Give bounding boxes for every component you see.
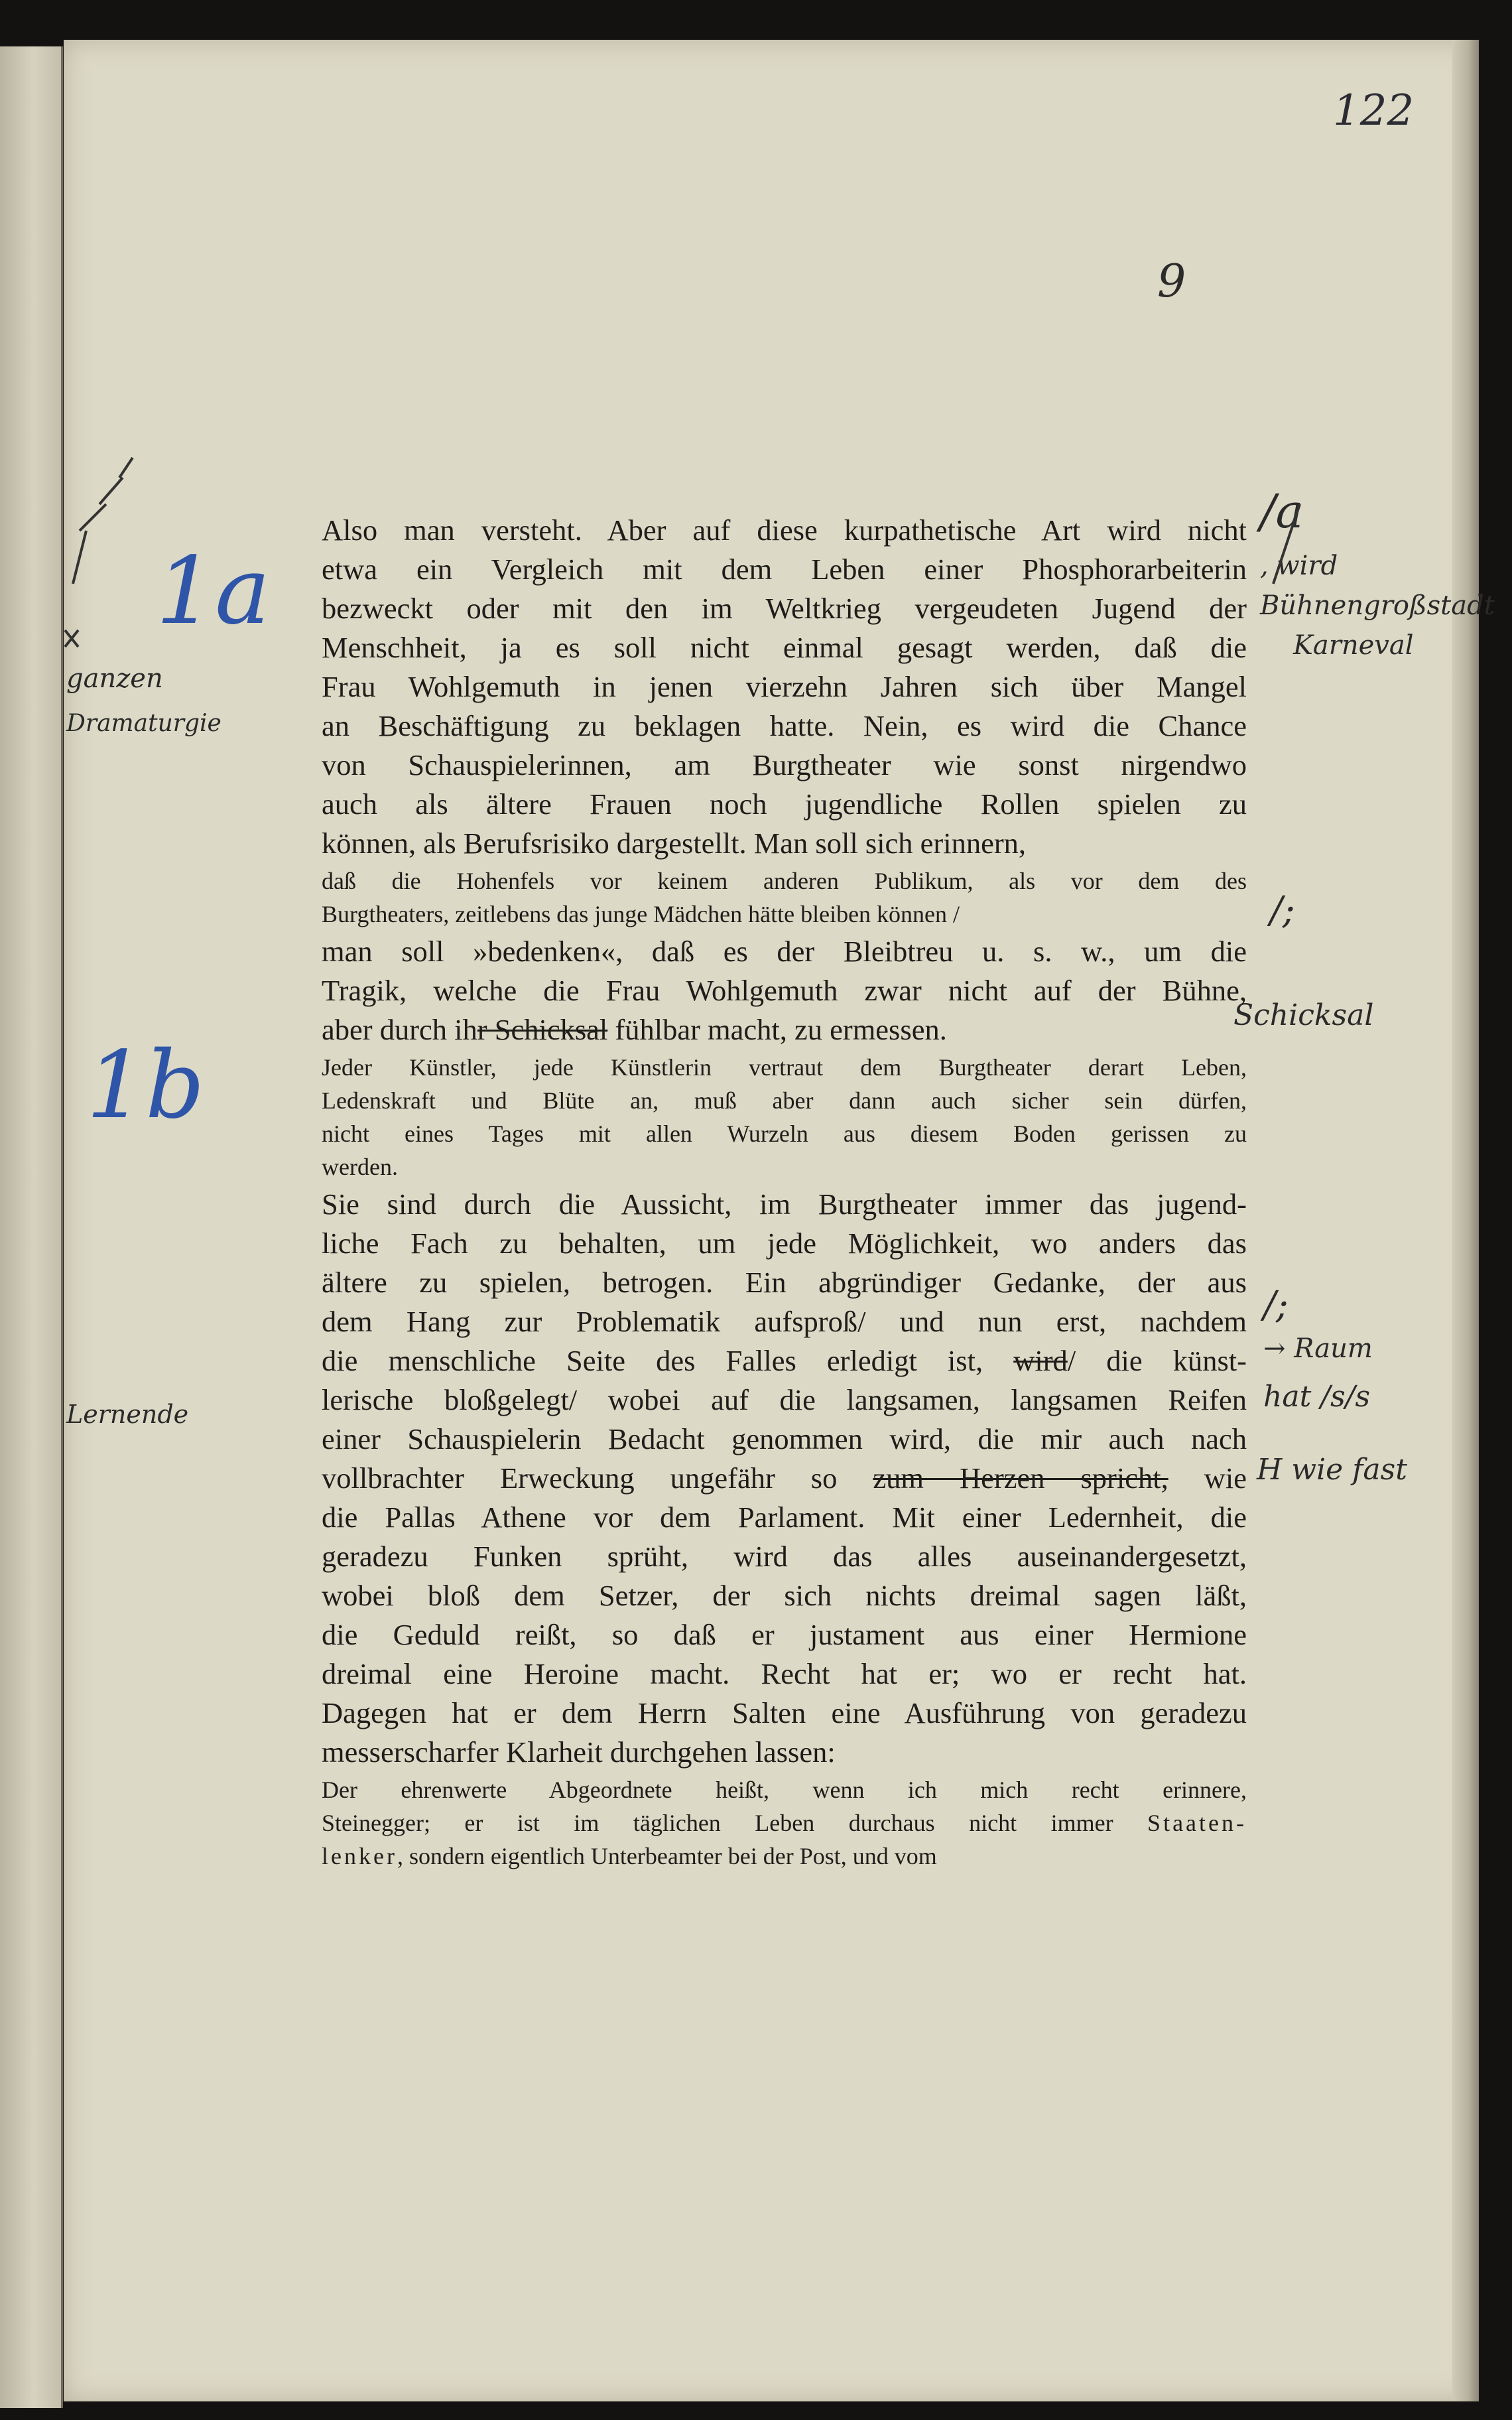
margin-note-left: Dramaturgie bbox=[66, 710, 221, 737]
text-line: Frau Wohlgemuth in jenen vierzehn Jahren sich über Mangel bbox=[322, 670, 1247, 703]
spaced-text: lenker bbox=[322, 1843, 397, 1869]
blue-pencil-mark-1a: 1a bbox=[156, 537, 271, 645]
text-line bbox=[322, 1010, 1247, 1049]
text-line: ältere zu spielen, betrogen. Ein abgründiger Gedanke, der aus bbox=[322, 1266, 1247, 1299]
text-line bbox=[322, 1341, 1247, 1380]
quotation-small-2 bbox=[322, 1052, 1247, 1182]
margin-note-right: /a bbox=[1260, 484, 1304, 539]
quotation-small-1 bbox=[322, 866, 1247, 929]
quote-line: werden. bbox=[322, 1154, 398, 1180]
folio-number: 122 bbox=[1333, 86, 1415, 135]
text-line: bezweckt oder mit den im Weltkrieg vergeudeten Jugend der bbox=[322, 592, 1247, 625]
text-line: auch als ältere Frauen noch jugendliche Rollen spielen zu bbox=[322, 787, 1247, 821]
struck-text: wird bbox=[1013, 1344, 1068, 1377]
manuscript-page-number: 9 bbox=[1157, 255, 1186, 308]
text-line: die Geduld reißt, so daß er justament aus einer Hermione bbox=[322, 1618, 1247, 1651]
text-line: können, als Berufsrisiko dargestellt. Man soll sich erinnern, bbox=[322, 827, 1027, 860]
quote-line: daß die Hohenfels vor keinem anderen Publikum, als vor dem des bbox=[322, 868, 1247, 894]
blue-pencil-mark-1b: 1b bbox=[86, 1032, 205, 1140]
margin-note-right: /; bbox=[1270, 889, 1295, 932]
quote-line: Der ehrenwerte Abgeordnete heißt, wenn ich mich recht erinnere, bbox=[322, 1777, 1247, 1803]
text-line bbox=[322, 1459, 1247, 1498]
text-line: Tragik, welche die Frau Wohlgemuth zwar nicht auf der Bühne, bbox=[322, 974, 1247, 1007]
text-line: Dagegen hat er dem Herrn Salten eine Ausführung von geradezu bbox=[322, 1696, 1247, 1729]
paragraph-large-1 bbox=[322, 511, 1247, 863]
facing-page-edge bbox=[0, 46, 63, 2408]
text-line: dem Hang zur Problematik aufsproß/ und nun erst, nachdem bbox=[322, 1305, 1247, 1338]
text-span: die menschliche Seite des Falles erledigt ist, bbox=[322, 1344, 1014, 1377]
margin-note-right: Karneval bbox=[1293, 630, 1414, 661]
paragraph-large-2 bbox=[322, 932, 1247, 1049]
text-line bbox=[322, 932, 1247, 971]
text-span: , sondern eigentlich Unterbeamter bei der Post, und vom bbox=[397, 1843, 937, 1869]
page-stack-edge bbox=[1452, 40, 1479, 2401]
struck-text: r Schicksal bbox=[477, 1013, 608, 1046]
quote-line: nicht eines Tages mit allen Wurzeln aus diesem Boden gerissen zu bbox=[322, 1120, 1247, 1147]
text-line: dreimal eine Heroine macht. Recht hat er; wo er recht hat. bbox=[322, 1657, 1247, 1690]
text-line: die Pallas Athene vor dem Parlament. Mit einer Ledernheit, die bbox=[322, 1501, 1247, 1534]
text-line: Sie sind durch die Aussicht, im Burgtheater immer das jugend- bbox=[322, 1187, 1247, 1221]
margin-note-left: ganzen bbox=[66, 663, 163, 694]
text-line: etwa ein Vergleich mit dem Leben einer Phosphorarbeiterin bbox=[322, 553, 1247, 586]
typeset-body bbox=[322, 511, 1247, 1874]
text-span: man soll bbox=[322, 935, 473, 968]
text-span: Steinegger; er ist im täglichen Leben durchaus nicht immer bbox=[322, 1810, 1148, 1836]
text-line: Also man versteht. Aber auf diese kurpathetische Art wird nicht bbox=[322, 513, 1247, 547]
text-line: an Beschäftigung zu beklagen hatte. Nein, es wird die Chance bbox=[322, 709, 1247, 742]
spaced-text: Staaten- bbox=[1147, 1810, 1247, 1836]
text-line: wobei bloß dem Setzer, der sich nichts dreimal sagen läßt, bbox=[322, 1579, 1247, 1612]
text-line: einer Schauspielerin Bedacht genommen wird, die mir auch nach bbox=[322, 1422, 1247, 1455]
quote-line: Jeder Künstler, jede Künstlerin vertraut dem Burgtheater derart Leben, bbox=[322, 1054, 1247, 1081]
margin-note-right: , wird bbox=[1260, 551, 1338, 581]
text-span: wie bbox=[1168, 1461, 1247, 1495]
text-line: lerische bloßgelegt/ wobei auf die langsamen, langsamen Reifen bbox=[322, 1383, 1247, 1416]
margin-note-right: H wie fast bbox=[1257, 1453, 1407, 1487]
margin-note-right: Schicksal bbox=[1233, 998, 1374, 1032]
paragraph-large-3 bbox=[322, 1185, 1247, 1772]
margin-note-right: Bühnengroßstadt bbox=[1260, 590, 1495, 621]
quote-line bbox=[322, 1808, 1247, 1838]
text-line: liche Fach zu behalten, um jede Möglichkeit, wo anders das bbox=[322, 1227, 1247, 1260]
margin-note-right: → Raum bbox=[1263, 1333, 1373, 1364]
quotation-small-3 bbox=[322, 1775, 1247, 1871]
text-span: vollbrachter Erweckung ungefähr so bbox=[322, 1461, 873, 1495]
margin-note-left: Lernende bbox=[66, 1400, 189, 1429]
text-span: , daß es der Bleibtreu u. s. w., um die bbox=[615, 935, 1247, 968]
text-span: / die künst- bbox=[1067, 1344, 1247, 1377]
text-line: geradezu Funken sprüht, wird das alles auseinandergesetzt, bbox=[322, 1540, 1247, 1573]
quote-line: Burgtheaters, zeitlebens das junge Mädchen hätte bleiben können / bbox=[322, 901, 960, 927]
margin-note-right: /; bbox=[1263, 1284, 1289, 1327]
margin-note-right: hat /s/s bbox=[1263, 1380, 1371, 1414]
spaced-word-bedenken: »bedenken« bbox=[473, 935, 616, 968]
quote-line bbox=[322, 1841, 1247, 1871]
text-line: messerscharfer Klarheit durchgehen lassen: bbox=[322, 1735, 836, 1769]
text-line: von Schauspielerinnen, am Burgtheater wie sonst nirgendwo bbox=[322, 748, 1247, 781]
text-line: Menschheit, ja es soll nicht einmal gesagt werden, daß die bbox=[322, 631, 1247, 664]
struck-text: zum Herzen spricht, bbox=[873, 1461, 1168, 1495]
quote-line: Ledenskraft und Blüte an, muß aber dann auch sicher sein dürfen, bbox=[322, 1087, 1247, 1114]
text-span: fühlbar macht, zu ermessen. bbox=[607, 1013, 947, 1046]
text-span: aber durch ih bbox=[322, 1013, 477, 1046]
